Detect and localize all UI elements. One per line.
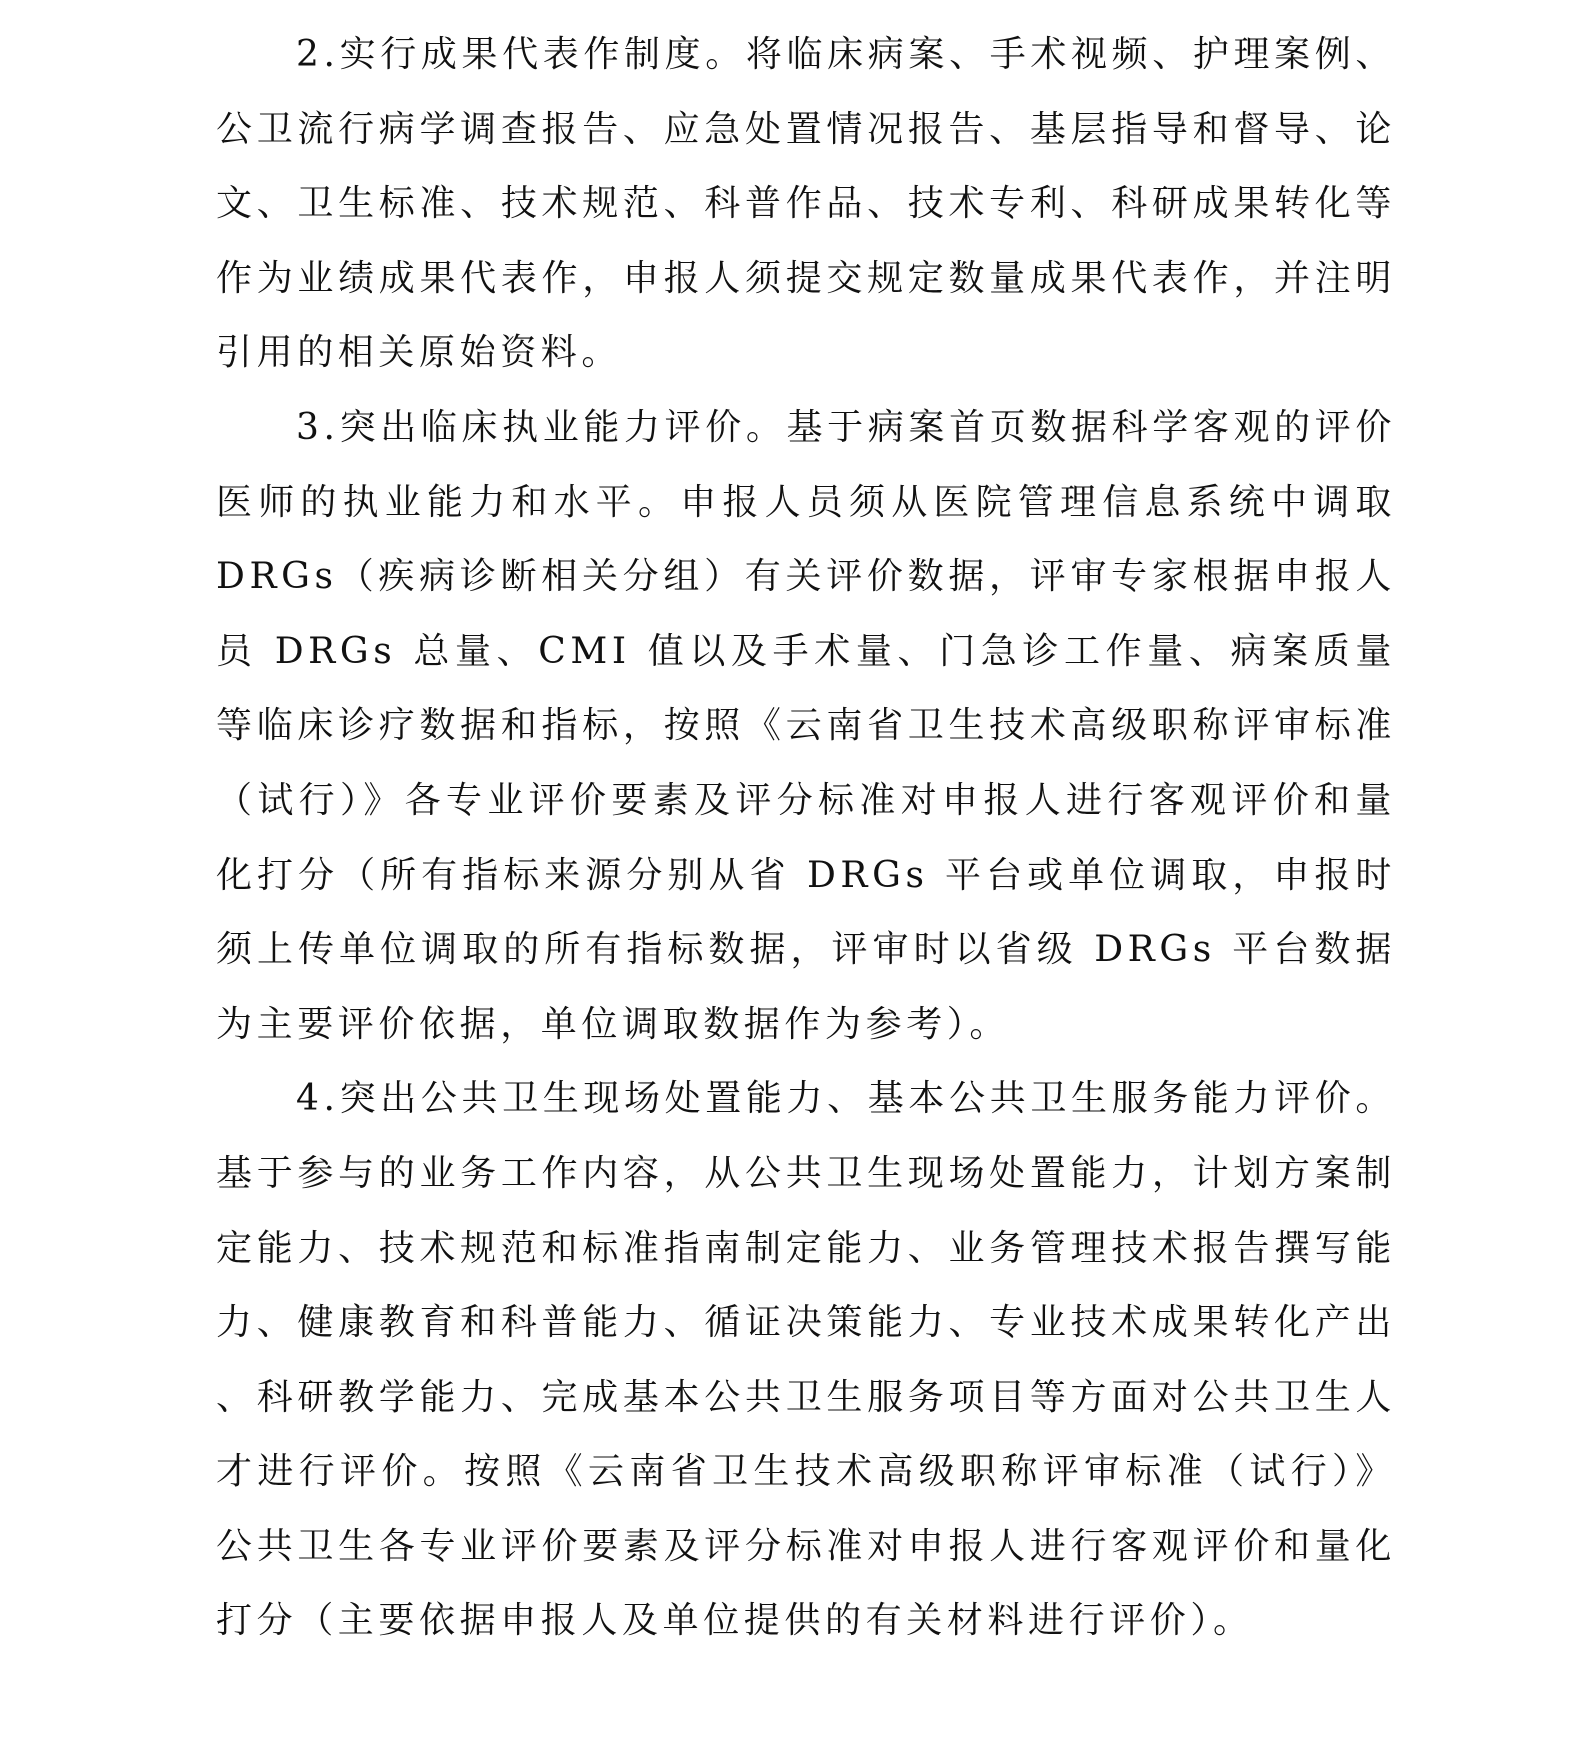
document-page bbox=[216, 18, 1396, 1659]
paragraph-3-clinical-practice-evaluation: 3.突出临床执业能力评价。基于病案首页数据科学客观的评价医师的执业能力和水平。申报人员须从医院管理信息系统中调取 DRGs（疾病诊断相关分组）有关评价数据，评审专家根据申报人员 DRGs 总量、CMI 值以及手术量、门急诊工作量、病案质量等临床诊疗数据和指标，按照《云南省卫生技术高级职称评审标准（试行）》各专业评价要素及评分标准对申报人进行客观评价和量化打分（所有指标来源分别从省 DRGs 平台或单位调取，申报时须上传单位调取的所有指标数据，评审时以省级 DRGs 平台数据为主要评价依据，单位调取数据作为参考）。 bbox=[216, 406, 1396, 1045]
paragraph-2-representative-works: 2.实行成果代表作制度。将临床病案、手术视频、护理案例、公卫流行病学调查报告、应急处置情况报告、基层指导和督导、论文、卫生标准、技术规范、科普作品、技术专利、科研成果转化等作为业绩成果代表作，申报人须提交规定数量成果代表作，并注明引用的相关原始资料。 bbox=[216, 34, 1396, 374]
paragraph-4-public-health-evaluation: 4.突出公共卫生现场处置能力、基本公共卫生服务能力评价。基于参与的业务工作内容，从公共卫生现场处置能力，计划方案制定能力、技术规范和标准指南制定能力、业务管理技术报告撰写能力、健康教育和科普能力、循证决策能力、专业技术成果转化产出、科研教学能力、完成基本公共卫生服务项目等方面对公共卫生人才进行评价。按照《云南省卫生技术高级职称评审标准（试行）》公共卫生各专业评价要素及评分标准对申报人进行客观评价和量化打分（主要依据申报人及单位提供的有关材料进行评价）。 bbox=[216, 1078, 1396, 1642]
